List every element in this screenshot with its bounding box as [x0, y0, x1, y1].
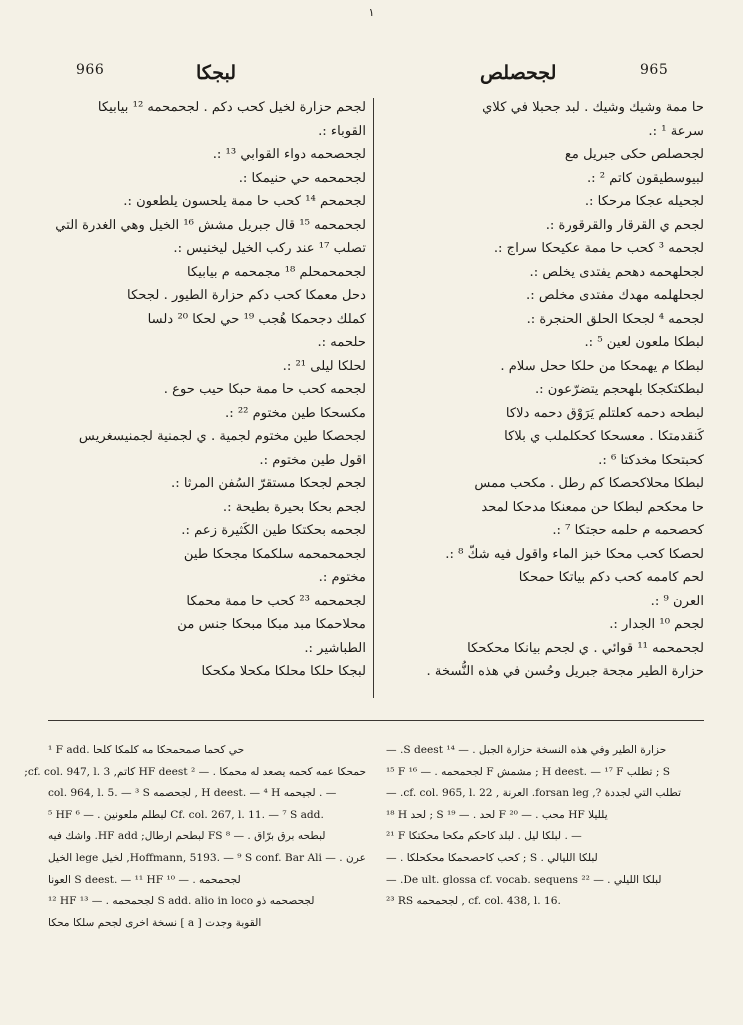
entry-line: اقول طين مختوم :. [259, 452, 366, 468]
footnote-rule [48, 720, 704, 721]
entry-line: حلحمه :. [317, 335, 366, 350]
entry-line: لجحلهحمه دهحم يفتدى يخلص :. [529, 264, 704, 280]
entry-line: لجحم ¹⁰ الجدار :. [609, 617, 704, 632]
footnote-line: ⁵ HF لبطلم ملعونين . — ⁶ Cf. col. 267, l. 11. — ⁷ S add. [48, 808, 324, 821]
entry-line: القوباء :. [318, 123, 366, 139]
footnotes-left [24, 740, 366, 934]
footnote-line: تطلب التي لجددة ?, forsan leg. العرنة , cf. col. 965, l. 22. — [386, 787, 682, 800]
footnote-line: ¹² HF لجحمحمه . — ¹³ S add. alio in loco لجحصحمه ذو [48, 895, 315, 908]
footnote-line: ¹⁵ F لجحمحمه . — ¹⁶ F مشمش ; H deest. — ¹⁷ F تطلب ; S [386, 765, 671, 778]
entry-line: لجحلهلمه مهدك مفتدى مخلص :. [526, 288, 704, 303]
footnote-line: col. 964, l. 5. — ³ S لجحصمه , H deest. — ⁴ H لجيحمه . — [48, 787, 337, 800]
footnote-line: لبلكا الليلي . — ²² De ult. glossa cf. vocab. sequens. — [386, 873, 662, 886]
right-column-number: 965 [640, 62, 669, 78]
entry-line: لبيوسطيقون كاتم ² :. [586, 170, 704, 186]
footnote-line: لجحمحمه . — ¹⁰ S deest. — ¹¹ HF العونا [48, 873, 241, 886]
entry-line: دحل معمكا كحب دكم حزارة الطيور . لجحكا [127, 288, 366, 303]
entry-line: لجحصكا طين مختوم لجمية . ي لجمنية لجمنيسغريس [78, 429, 366, 444]
footnote-line: حمحكا عمه كحمه يصعد له محمكا . — ² HF deest كاتم, cf. col. 947, l. 3; [24, 765, 366, 778]
entry-line: لجحمحمه ¹¹ قوائي . ي لجحم بيانكا محكحكا [467, 640, 704, 656]
entry-line: لجحم لجحكا مستقرّ السُفن المرثا :. [171, 476, 366, 491]
footnote-line: ¹ F add. حي كحما صمحمحكا مه كلمكا كلحا [48, 744, 245, 756]
entry-line: لجحصحمه دواء القوابي ¹³ :. [212, 147, 366, 162]
running-header [0, 62, 743, 86]
entry-line: حزارة الطير مجحة جبريل وحُسن في هذه النُّسخة . [426, 664, 704, 679]
footnote-line: لبلكا الليالي . S ; كحب كاحصحمكا محكحلكا . — [386, 851, 598, 864]
entry-line: سرعة ¹ :. [648, 123, 704, 139]
entry-line: كملك دجحمكا هُجب ¹⁹ حي لحكا ²⁰ دلسا [147, 311, 366, 327]
footnote-line: ²¹ F لبلكا ليل . لبلد كاحكم مكحا محكتكا . — [386, 830, 582, 843]
entry-line: محلاحمكا مبد مبكا مبحكا جنس من [177, 617, 366, 632]
footnote-line: ¹⁸ H لحد ; S لحد . — ¹⁹ F محب . — ²⁰ HF يلليلا [386, 808, 608, 821]
entry-line: لجحمحمه ¹⁵ قال جبريل مشش ¹⁶ الخيل وهي الغدرة التي [55, 217, 366, 233]
entry-line: لحصكا كحب محكا خبز الماء واقول فيه شكّ ⁸ :. [445, 546, 704, 562]
entry-line: لجحمحمه حي حنيمكا :. [238, 170, 366, 186]
entry-line: لحم كاممه كحب دكم بياتكا حمحكا [518, 570, 704, 585]
footnote-line: عرن . — Hoffmann, 5193. — ⁹ S conf. Bar Ali, لخيل lege الخيل [48, 851, 366, 864]
entry-line: كحبتحكا مخدكتا ⁶ :. [598, 452, 704, 468]
entry-line: كحصحمه م حلمه حجتكا ⁷ :. [552, 523, 704, 538]
entry-line: حا محكحم لبطكا حن ممعنكا مدحكا لمحد [481, 499, 704, 515]
left-catchword: لبجكا [196, 62, 237, 84]
entry-line: لبطكا ملعون لعين ⁵ :. [584, 335, 704, 350]
entry-line: لبطكا محلاكحصكا كم رطل . مكحب ممس [474, 476, 704, 491]
entry-line: لبطحه دحمه كعلتلم يَرَوْق دحمه دلاكا [505, 405, 704, 421]
footnote-line: ²³ RS لجحمحمه , cf. col. 438, l. 16. [386, 895, 561, 908]
entry-line: لجحمحمحلم ¹⁸ مجمحمه م بيابيكا [186, 264, 366, 280]
entry-line: لجحصلص حكى جبريل مع [564, 147, 704, 162]
entry-line: لجحم حزارة لخيل كحب دكم . لجحمحمه ¹² بيابيكا [97, 100, 366, 115]
entry-line: لجحمحمه ²³ كحب حا ممة محمكا [186, 593, 366, 609]
right-column [386, 96, 704, 684]
entry-line: لبطكا م يهمحكا من حلكا ححل سلام . [500, 358, 704, 374]
entry-line: لجحمه ³ كحب حا ممة عكيحكا سراج :. [493, 241, 704, 256]
entry-line: لبجكا حلكا محلكا مكحلا مكحكا [201, 664, 366, 679]
entry-line: لجحمه بحكتكا طين الكَثيرة زعم :. [181, 523, 366, 538]
footnotes-right [386, 740, 704, 913]
entry-line: لبطكتكجكا بلهحجم يتضرّعون :. [534, 382, 704, 397]
footnote-line: حزارة الطير وفي هذه النسخة حزارة الجبل . — ¹⁴ S deest. — [386, 744, 667, 756]
entry-line: تصلب ¹⁷ عند ركب الخيل ليخنيس :. [173, 241, 366, 256]
footnote-line: القوبة وجدت [ a ] نسخة اخرى لجحم سلكا محكا [48, 916, 262, 929]
entry-line: لجحم بحكا بحيرة بطيحة :. [222, 499, 366, 515]
column-divider [373, 98, 374, 698]
entry-line: العرن ⁹ :. [650, 593, 704, 609]
right-catchword: لجحصلص [480, 62, 557, 84]
entry-line: كَنقدمتكا . معسحكا كحكلملب ي بلاكا [504, 429, 704, 444]
entry-line: لجحم ي القرقار والقرقورة :. [545, 217, 704, 233]
entry-line: مكسحكا طين مختوم ²² :. [225, 405, 366, 421]
entry-line: لجحمه كحب حا ممة حبكا حيب حوع . [163, 382, 366, 397]
entry-line: مختوم :. [318, 570, 366, 585]
signature-mark: ١ [368, 6, 375, 19]
entry-line: حا ممة وشيك وشيك . لبد جحبلا في كلاي [482, 100, 704, 115]
left-column-number: 966 [76, 62, 105, 78]
entry-line: لجحمحم ¹⁴ كحب حا ممة يلحسون يلطعون :. [123, 194, 366, 209]
left-column [48, 96, 366, 684]
entry-line: الطباشير :. [304, 640, 366, 656]
entry-line: لجحمحمحمه سلكمكا مجحكا طين [183, 546, 366, 562]
entry-line: لحلكا ليلى ²¹ :. [282, 358, 366, 374]
entry-line: لجحمه ⁴ لجحكا الحلق الحنجرة :. [526, 311, 704, 327]
entry-line: لجحيله عجكا مرحكا :. [584, 194, 704, 209]
footnote-line: لبطحه برق برّاق . — ⁸ FS لبطحم ارطال; HF add. واشك فيه [48, 830, 326, 843]
